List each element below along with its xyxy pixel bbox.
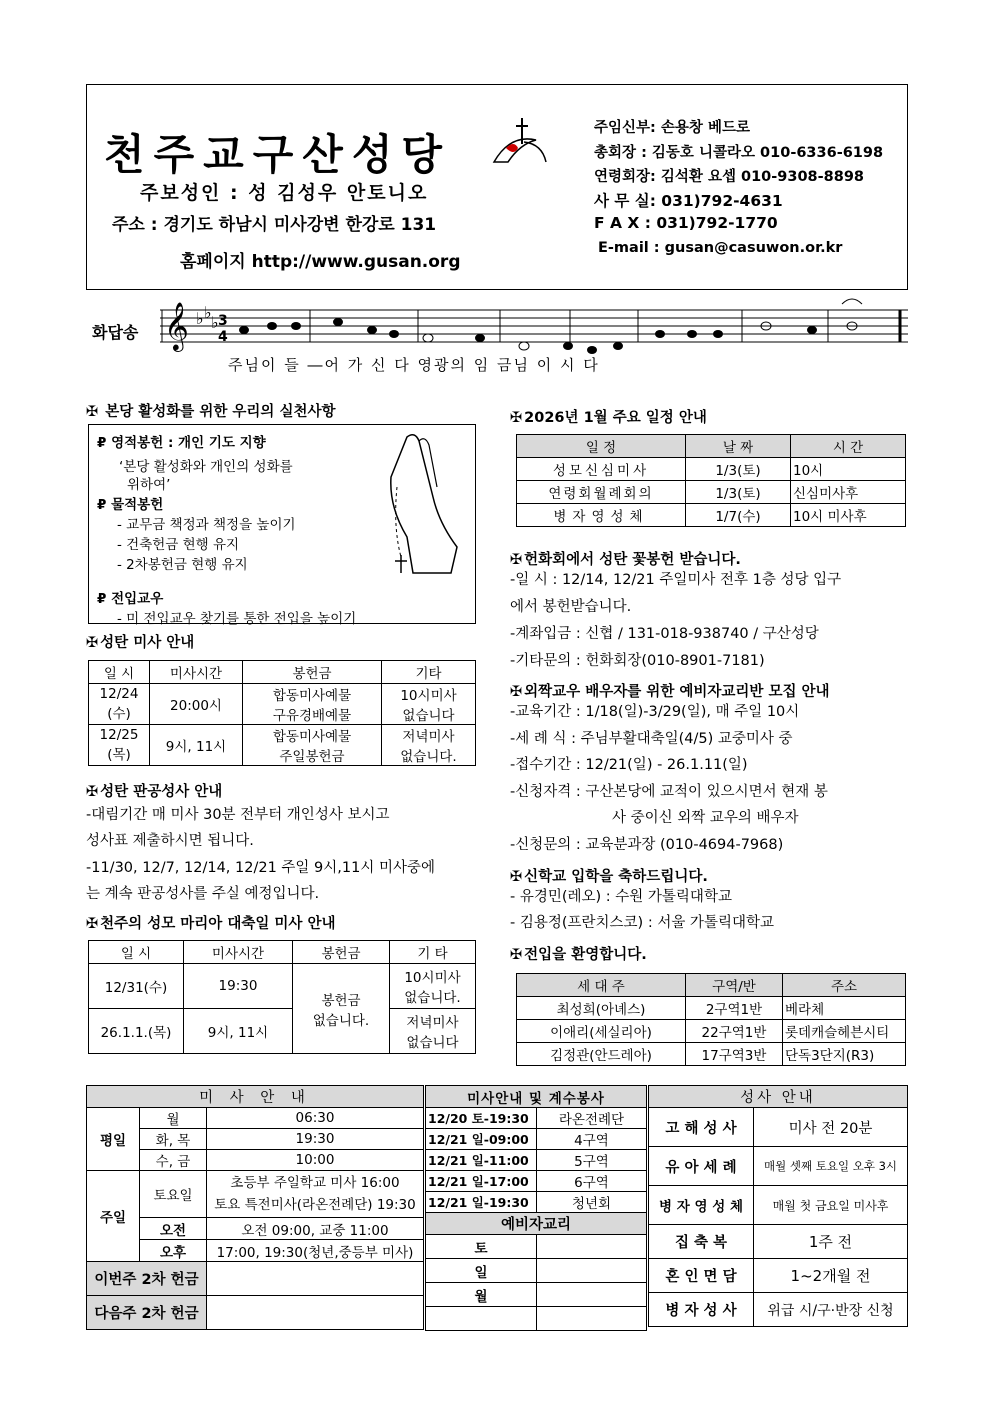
svg-text:4: 4 xyxy=(218,329,228,345)
catechism-day: 토 xyxy=(426,1235,537,1259)
mary-feast-table xyxy=(88,940,476,1054)
server-slot: 12/21 일-19:30 xyxy=(426,1192,537,1213)
flowers-line: -계좌입금 : 신협 / 131-018-938740 / 구산성당 xyxy=(510,626,819,642)
table-row xyxy=(89,1009,476,1054)
practice-heading: ✠ 본당 활성화를 위한 우리의 실천사항 xyxy=(86,404,336,420)
server-group: 5구역 xyxy=(537,1150,647,1171)
church-cross-icon: ✠ xyxy=(86,916,99,932)
table-row xyxy=(89,684,476,725)
sacraments-title: 성사 안내 xyxy=(649,1086,908,1108)
schedule-event: 성모신심미사 xyxy=(517,458,686,481)
church-cross-icon: ✠ xyxy=(510,869,523,885)
server-slot: 12/21 일-17:00 xyxy=(426,1171,537,1192)
weekday-day: 월 xyxy=(140,1108,207,1129)
home-address: 베라체 xyxy=(783,997,906,1020)
mass-time: 19:30 xyxy=(184,964,293,1009)
practice-item-line: ‘본당 활성화와 개인의 성화를 xyxy=(119,459,293,475)
table-row xyxy=(426,1150,647,1171)
table-row xyxy=(517,997,906,1020)
sacrament-name: 혼 인 면 담 xyxy=(649,1259,754,1293)
weekday-label: 평일 xyxy=(87,1108,140,1171)
weekday-day: 화, 목 xyxy=(140,1129,207,1150)
mass-offering: 봉헌금 없습니다. xyxy=(293,964,390,1054)
psalm-lyrics: 주님이 들 ―어 가 신 다 영광의 임 금님 이 시 다 xyxy=(228,356,600,374)
weekday-time: 19:30 xyxy=(207,1129,424,1150)
practice-item-line: - 건축헌금 현행 유지 xyxy=(117,537,240,553)
table-row xyxy=(89,964,476,1009)
church-address: 주소 : 경기도 하남시 미사강변 한강로 131 xyxy=(112,215,437,235)
confession-line: -대림기간 매 미사 30분 전부터 개인성사 보시고 xyxy=(86,807,390,823)
practice-item-line: 위하여’ xyxy=(127,477,171,493)
practice-item-title: ₽ 물적봉헌 xyxy=(97,497,164,513)
table-header: 날 짜 xyxy=(686,435,791,458)
sacrament-name: 고 해 성 사 xyxy=(649,1108,754,1147)
mass-etc: 10시미사 없습니다 xyxy=(382,684,476,725)
catechism-title: 예비자교리 xyxy=(426,1213,647,1235)
table-row xyxy=(649,1186,908,1225)
saturday-times: 초등부 주일학교 미사 16:00 토요 특전미사(라온전례단) 19:30 xyxy=(207,1171,424,1218)
table-row xyxy=(649,1147,908,1186)
christmas-mass-table xyxy=(88,660,476,766)
funeral-head-contact: 연령회장: 김석환 요셉 010-9308-8898 xyxy=(594,169,865,185)
flowers-line: 에서 봉헌받습니다. xyxy=(510,599,632,615)
confession-heading: ✠ 성탄 판공성사 안내 xyxy=(86,784,223,800)
morning-label: 오전 xyxy=(140,1218,207,1240)
sacrament-name: 유 아 세 례 xyxy=(649,1147,754,1186)
schedule-event: 병자영성체 xyxy=(517,504,686,527)
collection-this-week: 이번주 2차 헌금 xyxy=(87,1262,207,1296)
catechumen-line: -접수기간 : 12/21(일) - 26.1.11(일) xyxy=(510,757,748,773)
mass-offering: 합동미사예물 주일봉헌금 xyxy=(243,725,382,766)
district: 22구역1반 xyxy=(686,1020,783,1043)
mass-offering: 합동미사예물 구유경배예물 xyxy=(243,684,382,725)
praying-hands-icon xyxy=(367,427,467,577)
table-row xyxy=(87,1108,424,1129)
table-row xyxy=(517,1043,906,1066)
table-header: 봉헌금 xyxy=(293,941,390,964)
mass-info-table xyxy=(86,1085,424,1330)
email-address: E-mail : gusan@casuwon.or.kr xyxy=(598,240,843,256)
practice-item-line: - 미 전입교우 찾기를 통한 전입을 높이기 xyxy=(117,611,357,627)
server-group: 라온전례단 xyxy=(537,1108,647,1129)
table-header: 세 대 주 xyxy=(517,974,686,997)
mass-etc: 10시미사 없습니다. xyxy=(390,964,476,1009)
christmas-mass-heading: ✠ 성탄 미사 안내 xyxy=(86,635,195,651)
mass-etc: 저녁미사 없습니다. xyxy=(382,725,476,766)
weekday-time: 06:30 xyxy=(207,1108,424,1129)
table-row xyxy=(426,1171,647,1192)
district: 17구역3반 xyxy=(686,1043,783,1066)
mass-time: 9시, 11시 xyxy=(150,725,243,766)
mary-feast-heading: ✠ 천주의 성모 마리아 대축일 미사 안내 xyxy=(86,916,336,932)
svg-text:♭: ♭ xyxy=(211,313,219,332)
sacrament-info: 1주 전 xyxy=(754,1225,908,1259)
mass-etc: 저녁미사 없습니다 xyxy=(390,1009,476,1054)
svg-text:3: 3 xyxy=(218,313,228,329)
sacrament-name: 병 자 성 사 xyxy=(649,1293,754,1327)
table-header: 일 시 xyxy=(89,661,150,684)
schedule-date: 1/7(수) xyxy=(686,504,791,527)
confession-line: -11/30, 12/7, 12/14, 12/21 주일 9시,11시 미사중에 xyxy=(86,860,435,876)
church-cross-icon: ✠ xyxy=(86,784,99,800)
table-row xyxy=(426,1235,647,1259)
music-staff xyxy=(160,294,912,358)
table-row xyxy=(517,1020,906,1043)
servers-title: 미사안내 및 계수봉사 xyxy=(426,1086,647,1108)
table-row xyxy=(426,1307,647,1331)
household-head: 이애리(세실리아) xyxy=(517,1020,686,1043)
table-header: 주소 xyxy=(783,974,906,997)
sacraments-table xyxy=(648,1085,908,1327)
catechism-value xyxy=(537,1235,647,1259)
mass-date: 26.1.1.(목) xyxy=(89,1009,184,1054)
table-row xyxy=(426,1283,647,1307)
sunday-label: 주일 xyxy=(87,1171,140,1262)
schedule-time: 10시 xyxy=(791,458,906,481)
server-group: 청년회 xyxy=(537,1192,647,1213)
table-header: 기 타 xyxy=(390,941,476,964)
practice-item-title: ₽ 전입교우 xyxy=(97,591,164,607)
church-title: 천주교구산성당 xyxy=(104,130,452,179)
sacrament-info: 미사 전 20분 xyxy=(754,1108,908,1147)
mass-date: 12/24 (수) xyxy=(89,684,150,725)
table-row xyxy=(89,725,476,766)
mass-date: 12/31(수) xyxy=(89,964,184,1009)
weekday-day: 수, 금 xyxy=(140,1150,207,1171)
flowers-line: -일 시 : 12/14, 12/21 주일미사 전후 1층 성당 입구 xyxy=(510,572,842,588)
table-row xyxy=(87,1171,424,1218)
table-row xyxy=(426,1108,647,1129)
catechism-day: 월 xyxy=(426,1283,537,1307)
sacrament-info: 매월 셋째 토요일 오후 3시 xyxy=(754,1147,908,1186)
schedule-date: 1/3(토) xyxy=(686,481,791,504)
sacrament-info: 위급 시/구·반장 신청 xyxy=(754,1293,908,1327)
schedule-heading: ✠ 2026년 1월 주요 일정 안내 xyxy=(510,410,707,426)
practice-item-title: ₽ 영적봉헌 : 개인 기도 지향 xyxy=(97,435,266,451)
table-header: 미사시간 xyxy=(184,941,293,964)
church-cross-icon: ✠ xyxy=(510,947,523,963)
fax-number: F A X : 031)792-1770 xyxy=(594,214,778,232)
mass-date: 12/25 (목) xyxy=(89,725,150,766)
table-row xyxy=(649,1259,908,1293)
practice-item-line: - 2차봉헌금 현행 유지 xyxy=(117,557,248,573)
church-cross-icon: ✠ xyxy=(86,635,99,651)
schedule-event: 연령회월례회의 xyxy=(517,481,686,504)
server-slot: 12/20 토-19:30 xyxy=(426,1108,537,1129)
catechumen-line: -신청문의 : 교육분과장 (010-4694-7968) xyxy=(510,837,784,853)
welcome-heading: ✠ 전입을 환영합니다. xyxy=(510,947,647,963)
table-row xyxy=(87,1262,424,1296)
practice-box xyxy=(88,424,476,627)
table-row xyxy=(87,1296,424,1330)
church-cross-icon: ✠ xyxy=(510,552,523,568)
catechism-day: 일 xyxy=(426,1259,537,1283)
schedule-table xyxy=(516,434,906,527)
household-head: 김정관(안드레아) xyxy=(517,1043,686,1066)
patron-saint: 주보성인 : 성 김성우 안토니오 xyxy=(140,182,429,204)
collection-this-value xyxy=(207,1262,424,1296)
server-group: 4구역 xyxy=(537,1129,647,1150)
table-row xyxy=(517,481,906,504)
sacrament-name: 집 축 복 xyxy=(649,1225,754,1259)
mass-info-title: 미 사 안 내 xyxy=(87,1086,424,1108)
mass-time: 9시, 11시 xyxy=(184,1009,293,1054)
server-slot: 12/21 일-11:00 xyxy=(426,1150,537,1171)
schedule-time: 신심미사후 xyxy=(791,481,906,504)
servers-table xyxy=(425,1085,647,1331)
church-cross-icon: ✠ xyxy=(86,404,99,420)
catechumen-line: -신청자격 : 구산본당에 교적이 있으시면서 현재 봉 xyxy=(510,784,828,800)
confession-line: 는 계속 판공성사를 주실 예정입니다. xyxy=(86,886,320,902)
pastor-contact: 주임신부: 손용창 베드로 xyxy=(594,120,750,136)
weekday-time: 10:00 xyxy=(207,1150,424,1171)
church-cross-icon: ✠ xyxy=(510,684,523,700)
table-header: 기타 xyxy=(382,661,476,684)
svg-text:♭: ♭ xyxy=(196,309,204,328)
server-group: 6구역 xyxy=(537,1171,647,1192)
table-header: 구역/반 xyxy=(686,974,783,997)
flowers-line: -기타문의 : 헌화회장(010-8901-7181) xyxy=(510,653,765,669)
flowers-heading: ✠ 헌화회에서 성탄 꽃봉헌 받습니다. xyxy=(510,552,741,568)
practice-item-line: - 교무금 책정과 책정을 높이기 xyxy=(117,517,296,533)
morning-times: 오전 09:00, 교중 11:00 xyxy=(207,1218,424,1240)
home-address: 롯데캐슬헤븐시티 xyxy=(783,1020,906,1043)
seminary-line: - 유경민(레오) : 수원 가톨릭대학교 xyxy=(510,889,732,905)
table-header: 봉헌금 xyxy=(243,661,382,684)
table-row xyxy=(517,504,906,527)
table-row xyxy=(649,1108,908,1147)
mass-time: 20:00시 xyxy=(150,684,243,725)
household-head: 최성희(아녜스) xyxy=(517,997,686,1020)
table-row xyxy=(649,1293,908,1327)
sacrament-name: 병 자 영 성 체 xyxy=(649,1186,754,1225)
collection-next-value xyxy=(207,1296,424,1330)
church-cross-icon: ✠ xyxy=(510,410,523,426)
svg-text:𝄞: 𝄞 xyxy=(164,301,189,350)
seminary-line: - 김용정(프란치스코) : 서울 가톨릭대학교 xyxy=(510,915,774,931)
confession-line: 성사표 제출하시면 됩니다. xyxy=(86,833,254,849)
afternoon-times: 17:00, 19:30(청년,중등부 미사) xyxy=(207,1240,424,1262)
table-row xyxy=(426,1259,647,1283)
table-header: 시 간 xyxy=(791,435,906,458)
catechism-value xyxy=(537,1259,647,1283)
sacrament-info: 매월 첫 금요일 미사후 xyxy=(754,1186,908,1225)
welcome-table xyxy=(516,973,906,1066)
president-contact: 총회장 : 김동호 니콜라오 010-6336-6198 xyxy=(594,145,884,161)
table-row xyxy=(517,458,906,481)
office-phone: 사 무 실: 031)792-4631 xyxy=(594,192,783,210)
afternoon-label: 오후 xyxy=(140,1240,207,1262)
homepage-link[interactable]: 홈페이지 http://www.gusan.org xyxy=(180,252,461,272)
collection-next-week: 다음주 2차 헌금 xyxy=(87,1296,207,1330)
table-row xyxy=(426,1192,647,1213)
seminary-heading: ✠ 신학교 입학을 축하드립니다. xyxy=(510,869,708,885)
catechumen-line: 사 중이신 외짝 교우의 배우자 xyxy=(612,810,799,826)
server-slot: 12/21 일-09:00 xyxy=(426,1129,537,1150)
table-header: 일 정 xyxy=(517,435,686,458)
responsorial-psalm-label: 화답송 xyxy=(92,323,139,342)
table-row xyxy=(649,1225,908,1259)
saturday-label: 토요일 xyxy=(140,1171,207,1218)
schedule-time: 10시 미사후 xyxy=(791,504,906,527)
home-address: 단독3단지(R3) xyxy=(783,1043,906,1066)
church-logo-icon xyxy=(490,114,552,170)
table-header: 미사시간 xyxy=(150,661,243,684)
table-row xyxy=(426,1129,647,1150)
table-header: 일 시 xyxy=(89,941,184,964)
svg-text:♭: ♭ xyxy=(204,303,212,322)
catechumen-line: -세 례 식 : 주님부활대축일(4/5) 교중미사 중 xyxy=(510,731,793,747)
district: 2구역1반 xyxy=(686,997,783,1020)
schedule-date: 1/3(토) xyxy=(686,458,791,481)
sacrament-info: 1~2개월 전 xyxy=(754,1259,908,1293)
catechism-value xyxy=(537,1283,647,1307)
catechumen-line: -교육기간 : 1/18(일)-3/29(일), 매 주일 10시 xyxy=(510,704,800,720)
catechumen-heading: ✠ 외짝교우 배우자를 위한 예비자교리반 모집 안내 xyxy=(510,684,830,700)
